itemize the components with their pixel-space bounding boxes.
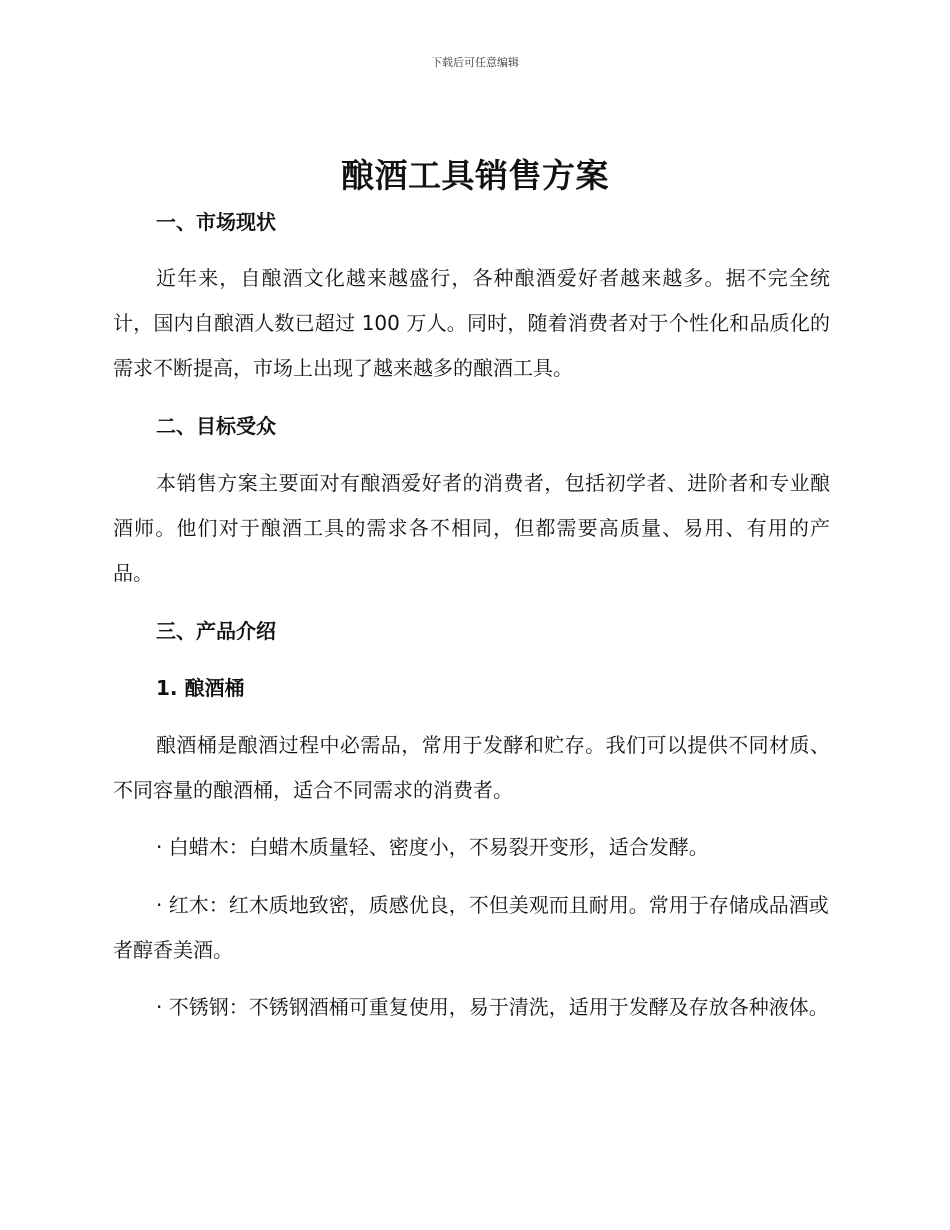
document-title: 酿酒工具销售方案	[341, 156, 609, 195]
bullet-item-stainless-steel: · 不锈钢：不锈钢酒桶可重复使用，易于清洗，适用于发酵及存放各种液体。	[156, 995, 829, 1019]
paragraph-audience: 本销售方案主要面对有酿酒爱好者的消费者，包括初学者、进阶者和专业酿酒师。他们对于酿酒工具的需求各不相同，但都需要高质量、易用、有用的产品。	[113, 471, 830, 585]
subsection-heading-barrel: 1. 酿酒桶	[156, 676, 245, 700]
bullet-item-ash-wood: · 白蜡木：白蜡木质量轻、密度小，不易裂开变形，适合发酵。	[156, 835, 709, 859]
bullet-item-mahogany: · 红木：红木质地致密，质感优良，不但美观而且耐用。常用于存储成品酒或者醇香美酒。	[113, 893, 829, 962]
section-heading-audience: 二、目标受众	[156, 414, 276, 438]
section-heading-market: 一、市场现状	[156, 210, 276, 234]
paragraph-market: 近年来，自酿酒文化越来越盛行，各种酿酒爱好者越来越多。据不完全统计，国内自酿酒人数已超过 100 万人。同时，随着消费者对于个性化和品质化的需求不断提高，市场上出现了越来越多的酿酒工具。	[113, 266, 830, 380]
paragraph-barrel: 酿酒桶是酿酒过程中必需品，常用于发酵和贮存。我们可以提供不同材质、不同容量的酿酒桶，适合不同需求的消费者。	[113, 733, 830, 802]
header-note: 下载后可任意编辑	[431, 56, 519, 69]
section-heading-products: 三、产品介绍	[156, 619, 276, 643]
